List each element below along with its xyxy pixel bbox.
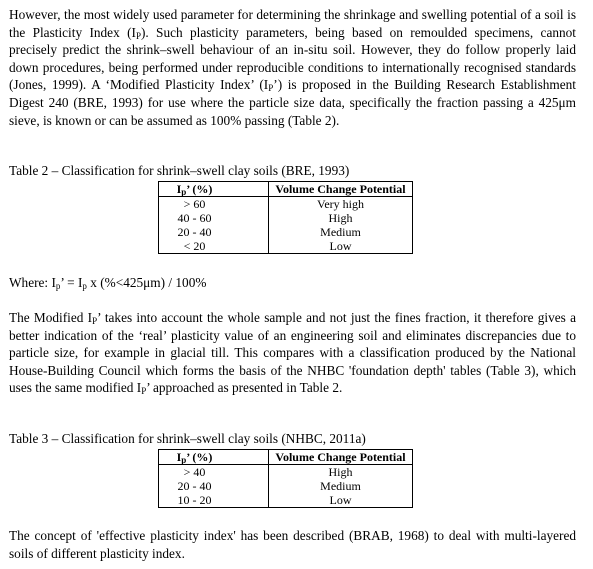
para2-sub-b: P: [141, 386, 147, 397]
table3-cell-range: > 40: [159, 465, 269, 480]
table2-cell-range: < 20: [159, 239, 269, 254]
table3-caption: Table 3 – Classification for shrink–swell clay soils (NHBC, 2011a): [9, 431, 366, 446]
para2-text-a: The Modified I: [9, 310, 93, 325]
table2-cell-potential: High: [269, 211, 413, 225]
para2-sub-a: P: [92, 316, 98, 326]
table3-header-ip: $I_p$’ (%): [159, 450, 269, 465]
table2: [158, 181, 413, 254]
table-row: [159, 465, 413, 480]
table-row: [159, 225, 413, 239]
table3-header-row: [159, 450, 413, 465]
para1-sub-b: P: [268, 83, 274, 94]
table2-cell-potential: Medium: [269, 225, 413, 239]
table3-cell-range: 10 - 20: [159, 493, 269, 508]
table-row: [159, 197, 413, 212]
para2-text-c: ’ approached as presented in Table 2.: [146, 380, 343, 396]
paragraph-effective-plasticity: The concept of 'effective plasticity index' has been described (BRAB, 1968) to deal with multi-layered soils of different plasticity index.: [9, 528, 576, 561]
table2-cell-range: 20 - 40: [159, 225, 269, 239]
table3-cell-potential: High: [269, 465, 413, 480]
table-row: [159, 239, 413, 254]
table2-cell-potential: Low: [269, 239, 413, 254]
para1-text-c: ’) is proposed in the Building Research Establishment Digest 240 (BRE, 1993) for use where the particle size data, specifically the fraction passing a 425μm sieve, is known or can be assumed as 100% passing (Table 2).: [9, 77, 576, 128]
para2-text-b: ’ takes into account the whole sample and not just the fines fraction, it therefore gives a better indication of the ‘real’ plasticity value of an engineering soil and eliminates discrepancies due to particle size, for example in glacial till. This compares with a classification produced by the National House-Building Council which forms the basis of the NHBC 'foundation depth' tables (Table 3), which uses the same modified I: [9, 310, 576, 396]
table-row: [159, 493, 413, 508]
table3-cell-potential: Low: [269, 493, 413, 508]
table2-caption: Table 2 – Classification for shrink–swell clay soils (BRE, 1993): [9, 163, 350, 178]
para1-text-b: ). Such plasticity parameters, being based on remoulded specimens, cannot precisely predict the shrink–swell behaviour of an in-situ soil. However, they do follow properly laid down procedures, being performed under reproducible conditions to internationally recognised standards (Jones, 1999). A ‘Modified Plasticity Index’ (I: [9, 24, 577, 93]
table2-header-row: [159, 182, 413, 197]
table3-header-potential: Volume Change Potential: [269, 450, 413, 465]
table2-header-ip: $I_p$’ (%): [159, 182, 269, 197]
table-row: [159, 479, 413, 493]
table-row: [159, 211, 413, 225]
para1-sub-a: P: [135, 30, 141, 41]
para1-text-a: However, the most widely used parameter for determining the shrinkage and swelling potential of a soil is the Plasticity Index (I: [9, 7, 576, 40]
table2-cell-potential: Very high: [269, 197, 413, 212]
formula-modified-ip: Where: $I_p$’ = $I_p$ x (%<425μm) / 100%: [9, 275, 207, 291]
paragraph-modified-ip: [9, 309, 576, 397]
table2-cell-range: > 60: [159, 197, 269, 212]
table3-cell-range: 20 - 40: [159, 479, 269, 493]
paragraph-plasticity-index: [9, 6, 576, 129]
table3-cell-potential: Medium: [269, 479, 413, 493]
table3: [158, 449, 413, 508]
table2-header-potential: Volume Change Potential: [269, 182, 413, 197]
table2-cell-range: 40 - 60: [159, 211, 269, 225]
